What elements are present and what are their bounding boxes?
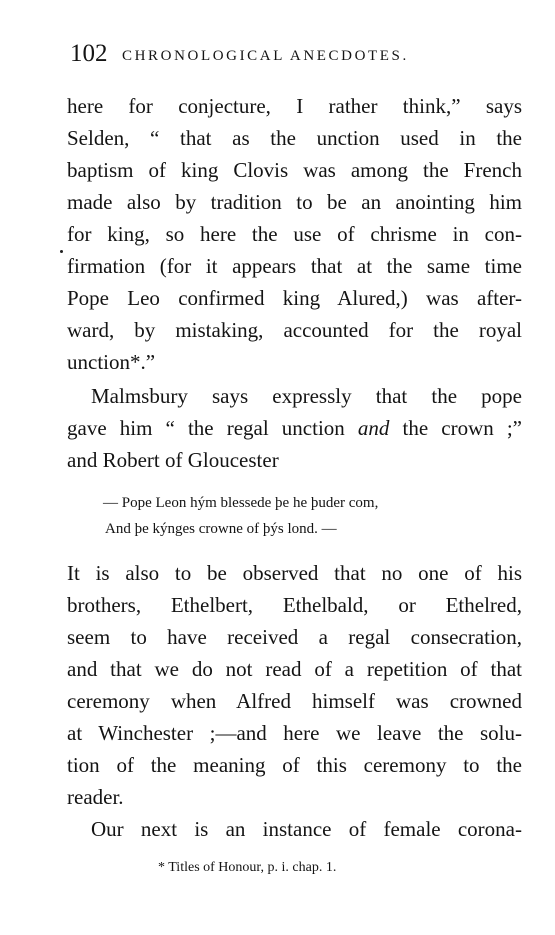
text-line: ceremony when Alfred himself was crowned [67,689,522,713]
verse-line: — Pope Leon hým blessede þe he þuder com, [103,495,379,511]
text-line: at Winchester ;—and here we leave the solu- [67,721,522,745]
verse-quote [103,490,503,542]
text-line: Pope Leo confirmed king Alured,) was after- [67,286,522,310]
text-line: firmation (for it appears that at the same time [67,254,522,278]
text-line: reader. [67,785,124,809]
text-line: Selden, “ that as the unction used in the [67,126,522,150]
text-line: brothers, Ethelbert, Ethelbald, or Ethelred, [67,593,522,617]
text-line: tion of the meaning of this ceremony to the [67,753,522,777]
page-header [70,40,530,70]
text-line: for king, so here the use of chrisme in con- [67,222,522,246]
footnote: * Titles of Honour, p. i. chap. 1. [158,860,337,875]
text-line: It is also to be observed that no one of his [67,561,522,585]
text-line: and Robert of Gloucester [67,448,279,472]
paragraph-2 [67,380,522,476]
text-line: here for conjecture, I rather think,” says [67,94,522,118]
text-line: gave him “ the regal unction and the crown ;” [67,416,522,440]
paragraph-4 [67,813,522,845]
paragraph-1 [67,90,522,378]
paragraph-3 [67,557,522,813]
running-title: CHRONOLOGICAL ANECDOTES. [122,48,409,64]
text-line: ward, by mistaking, accounted for the royal [67,318,522,342]
text-line: made also by tradition to be an anointing him [67,190,522,214]
text-line: Malmsbury says expressly that the pope [91,384,522,408]
text-line: unction*.” [67,350,156,374]
text-line: seem to have received a regal consecration, [67,625,522,649]
text-line: and that we do not read of a repetition of that [67,657,522,681]
verse-line: And þe kýnges crowne of þýs lond. — [105,521,337,537]
stray-mark [60,250,63,253]
page-number: 102 [70,40,108,67]
emphasis: and [357,416,390,440]
text-line: Our next is an instance of female corona- [91,817,522,841]
text-line: baptism of king Clovis was among the French [67,158,522,182]
